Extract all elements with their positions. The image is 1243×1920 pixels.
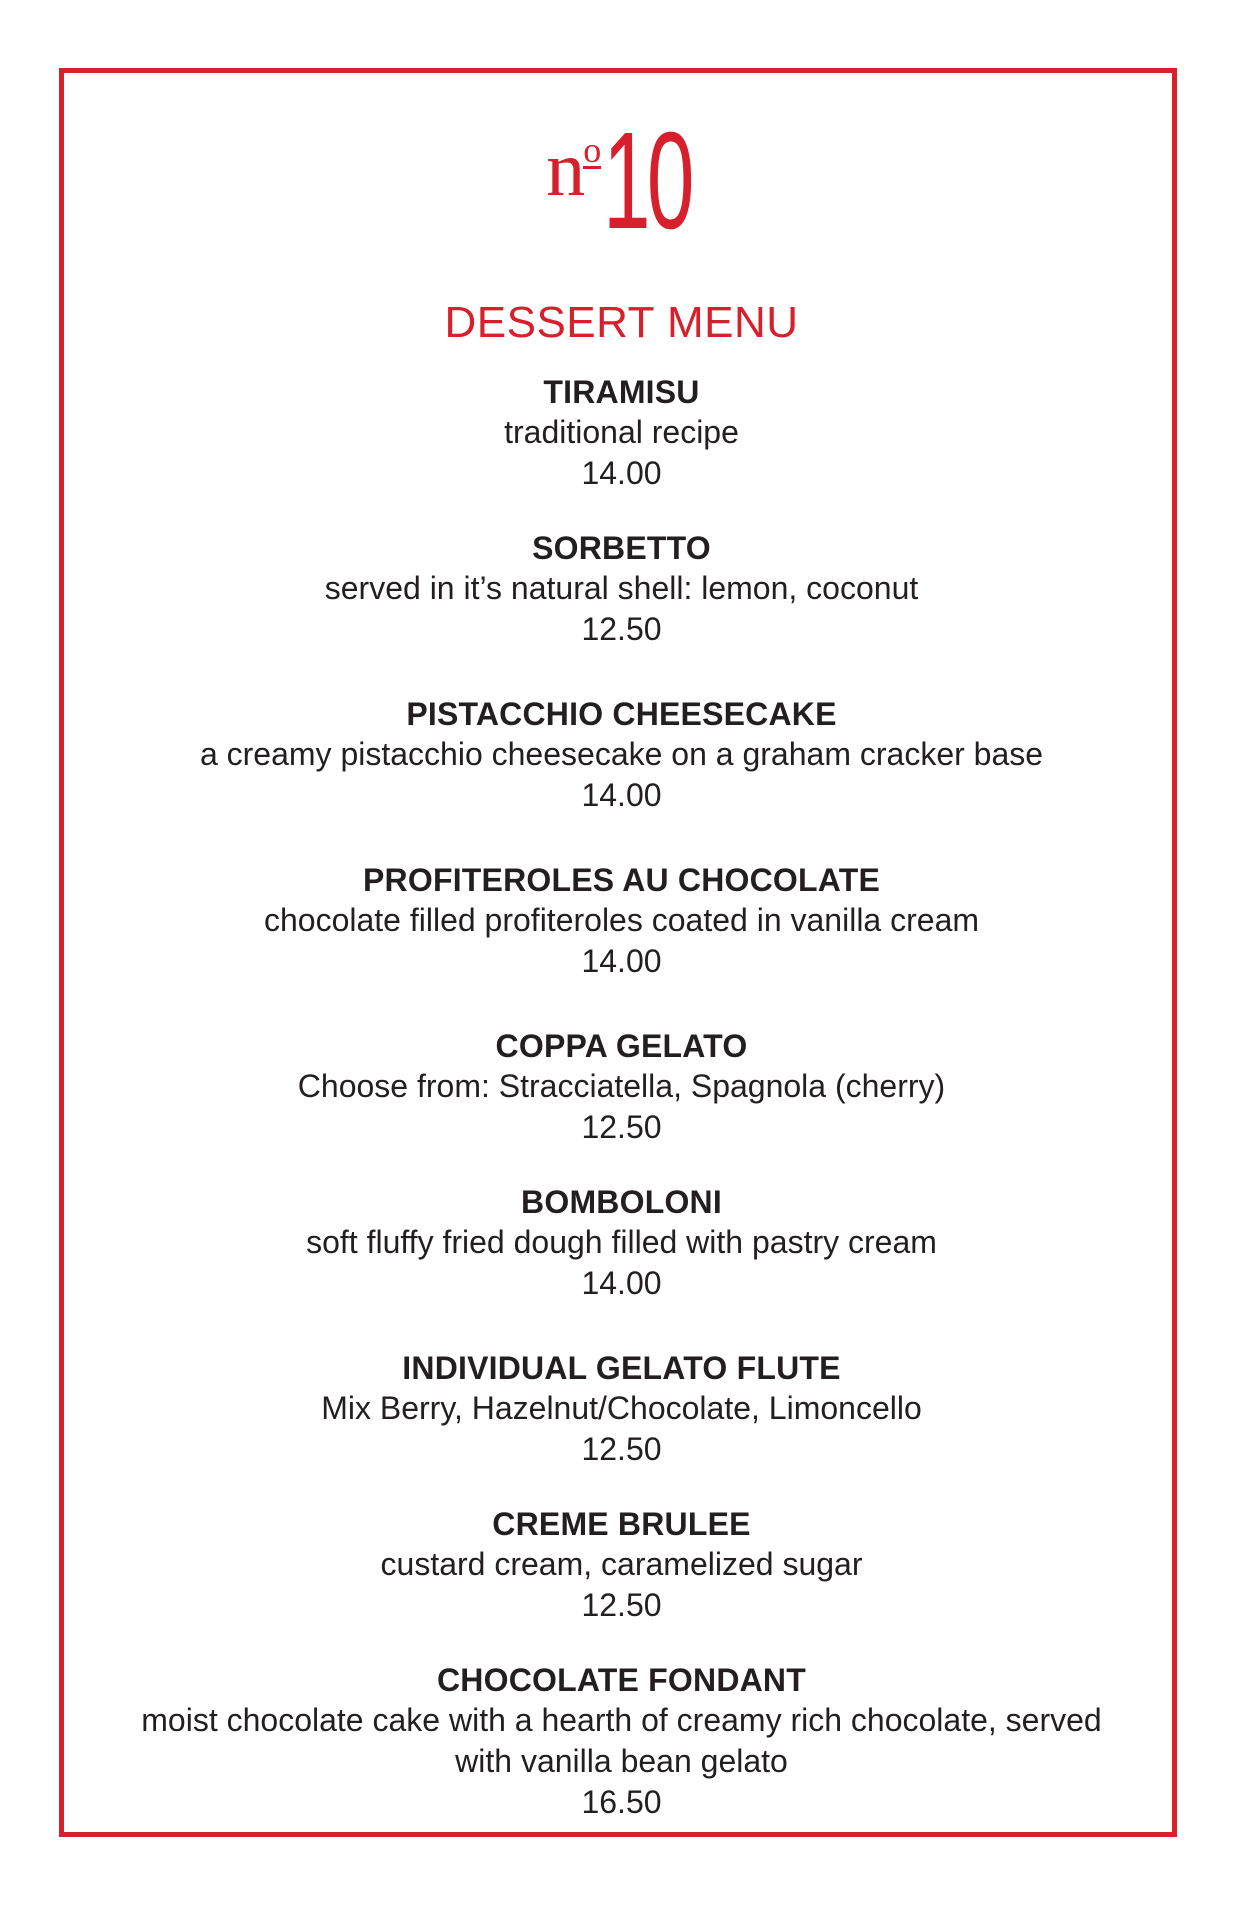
- menu-item-profiteroles: [0, 860, 1243, 982]
- item-description: moist chocolate cake with a hearth of creamy rich chocolate, served with vanilla bean gelato: [141, 1702, 1102, 1779]
- item-price: 14.00: [581, 1265, 662, 1301]
- logo-numero-o: o: [583, 130, 602, 170]
- item-description: chocolate filled profiteroles coated in vanilla cream: [263, 902, 980, 938]
- item-description: a creamy pistacchio cheesecake on a graham cracker base: [199, 736, 1044, 772]
- menu-item-bomboloni: [0, 1182, 1243, 1304]
- page-title: DESSERT MENU: [444, 298, 799, 347]
- item-name: TIRAMISU: [543, 374, 700, 410]
- item-price: 12.50: [581, 1587, 662, 1623]
- item-price: 12.50: [581, 611, 662, 647]
- item-name: BOMBOLONI: [521, 1184, 722, 1220]
- item-name: PISTACCHIO CHEESECAKE: [406, 696, 837, 732]
- item-description: Choose from: Stracciatella, Spagnola (cherry): [297, 1068, 946, 1104]
- item-price: 12.50: [581, 1431, 662, 1467]
- item-price: 14.00: [581, 455, 662, 491]
- menu-item-pistacchio-cheesecake: [0, 694, 1243, 816]
- menu-item-coppa-gelato: [0, 1026, 1243, 1148]
- item-name: COPPA GELATO: [495, 1028, 748, 1064]
- item-name: SORBETTO: [532, 530, 711, 566]
- item-price: 12.50: [581, 1109, 662, 1145]
- logo-number: 10: [603, 104, 691, 258]
- item-price: 16.50: [581, 1784, 662, 1820]
- item-description: served in it’s natural shell: lemon, coconut: [324, 570, 919, 606]
- item-price: 14.00: [581, 943, 662, 979]
- item-name: CHOCOLATE FONDANT: [437, 1662, 806, 1698]
- menu-item-sorbetto: [0, 528, 1243, 650]
- item-description: Mix Berry, Hazelnut/Chocolate, Limoncello: [321, 1390, 922, 1426]
- menu-item-gelato-flute: [0, 1348, 1243, 1470]
- item-name: PROFITEROLES AU CHOCOLATE: [363, 862, 880, 898]
- item-price: 14.00: [581, 777, 662, 813]
- item-description: custard cream, caramelized sugar: [380, 1546, 863, 1582]
- menu-item-creme-brulee: [0, 1504, 1243, 1626]
- restaurant-logo: [0, 104, 1243, 262]
- item-name: INDIVIDUAL GELATO FLUTE: [402, 1350, 841, 1386]
- item-name: CREME BRULEE: [492, 1506, 751, 1542]
- menu-item-tiramisu: [0, 372, 1243, 494]
- dessert-list: [0, 372, 1243, 1823]
- logo-mark: [546, 104, 697, 262]
- item-description: soft fluffy fried dough filled with pastry cream: [306, 1224, 937, 1260]
- item-description: traditional recipe: [504, 414, 739, 450]
- logo-numero-n: n: [546, 125, 584, 212]
- menu-item-chocolate-fondant: [0, 1660, 1243, 1823]
